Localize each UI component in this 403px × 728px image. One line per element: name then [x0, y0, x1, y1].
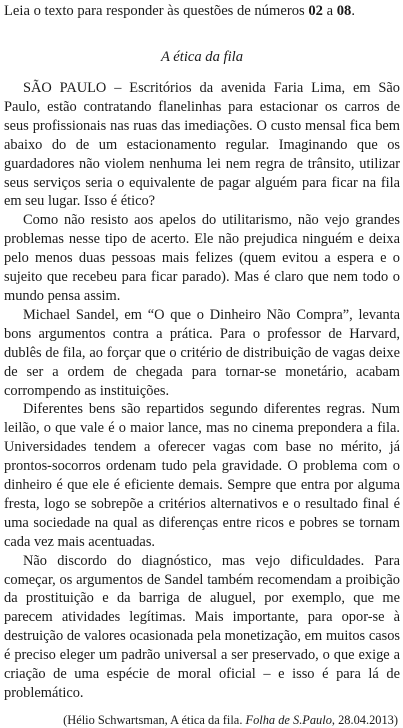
source-date: , 28.04.2013)	[331, 712, 398, 727]
source-separator: .	[239, 712, 246, 727]
instruction-suffix: .	[351, 3, 355, 19]
article-paragraph-2: Como não resisto aos apelos do utilitarismo, não vejo grandes problemas nesse tipo de acerto. Ele não prejudica ninguém e deixa pelo menos duas pessoas mais felizes (quem evitou a espera e o sujeito que recebeu para ficar parado). Mas é claro que nem todo o mundo pensa assim.	[4, 212, 400, 304]
source-open: (Hélio Schwartsman,	[63, 712, 171, 727]
source-article-title: A ética da fila	[170, 712, 240, 727]
document-page	[4, 2, 400, 728]
article-paragraph-3: Michael Sandel, em “O que o Dinheiro Não Compra”, levanta bons argumentos contra a prática. Para o professor de Harvard, dublês de fila, ao forçar que o critério de distribuição de vagas deixe de ser a ordem de chegada para tornar-se monetário, acabam corrompendo as instituições.	[4, 306, 400, 399]
instruction-line	[4, 2, 400, 20]
article-paragraph-5: Não discordo do diagnóstico, mas vejo dificuldades. Para começar, os argumentos de Sandel também recomendam a proibição da prostituição e da barriga de aluguel, por exemplo, que me parecem atividades legítimas. Mais importante, para opor-se à destruição de valores ocasionada pela monetização, em muitos casos é preciso eleger um padrão universal a ser preservado, o que exige a criação de uma espécie de moral oficial – e isso é para lá de problemático.	[4, 552, 400, 701]
article-title: A ética da fila	[160, 49, 243, 65]
source-publication: Folha de S.Paulo	[245, 712, 332, 727]
article-paragraph-1: SÃO PAULO – Escritórios da avenida Faria Lima, em São Paulo, estão contratando flanelinhas para estacionar os carros de seus profissionais nas ruas das imediações. O custo mensal fica bem abaixo do de um estacionamento regular. Imaginando que os guardadores não violem nenhuma lei nem regra de trânsito, utilizar seus serviços seria o equivalente de pagar alguém para ficar na fila em seu lugar. Isso é ético?	[4, 80, 400, 210]
question-end-number: 08	[336, 3, 352, 19]
article-paragraph-4: Diferentes bens são repartidos segundo diferentes regras. Num leilão, o que vale é o maior lance, mas no cinema prepondera a fila. Universidades tendem a oferecer vagas com base no mérito, já prontos-socorros ordenam tudo pela gravidade. O problema com o dinheiro é que ele é eficiente demais. Sempre que entra por alguma fresta, logo se sobrepõe a critérios alternativos e o resultado final é uma sociedade na qual as diferenças entre ricos e pobres se tornam cada vez mais acentuadas.	[4, 401, 400, 550]
instruction-connector: a	[322, 3, 337, 19]
instruction-prefix: Leia o texto para responder às questões de números	[4, 3, 309, 19]
article-source-citation	[4, 712, 398, 728]
question-start-number: 02	[308, 3, 323, 19]
